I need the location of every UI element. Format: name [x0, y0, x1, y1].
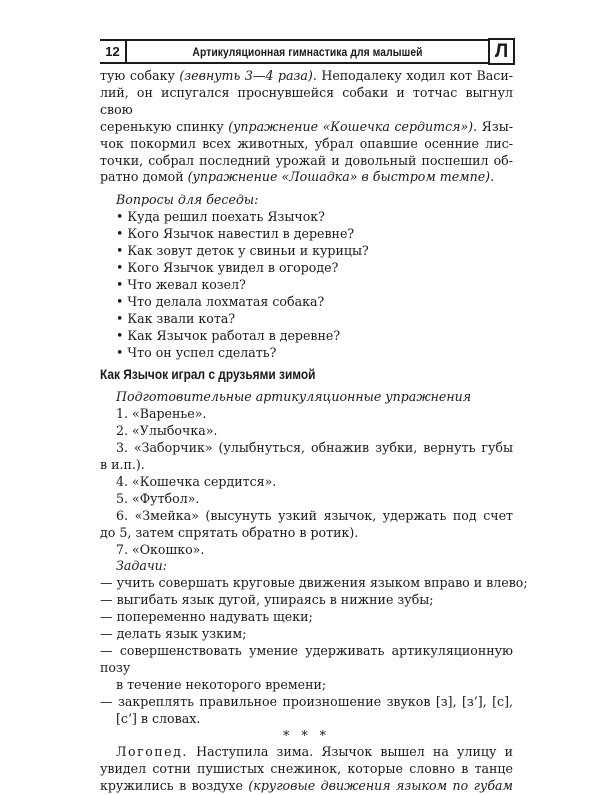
task-item: — делать язык узким; [100, 626, 247, 642]
speaker-label: Логопед. [116, 744, 188, 760]
question-item: • Куда решил поехать Язычок? [116, 209, 325, 225]
task-item: — выгибать язык дугой, упираясь в нижние зубы; [100, 592, 434, 608]
question-item: • Кого Язычок увидел в огороде? [116, 259, 339, 275]
exercise-item: 2. «Улыбочка». [116, 423, 218, 439]
story-line: Логопед. Наступила зима. Язычок вышел на улицу и [116, 744, 513, 760]
story-line: ратно домой (упражнение «Лошадка» в быстром темпе). [100, 169, 495, 185]
task-item: — учить совершать круговые движения языком вправо и влево; [100, 575, 528, 591]
exercise-item: 3. «Заборчик» (улыбнуться, обнажив зубки, вернуть губы [116, 440, 513, 456]
story-line: лий, он испугался проснувшейся собаки и тотчас выгнул свою [100, 84, 513, 117]
prep-exercises-title: Подготовительные артикуляционные упражнения [116, 389, 472, 405]
exercise-item: 7. «Окошко». [116, 541, 205, 557]
story-line: серенькую спинку (упражнение «Кошечка сердится»). Язы- [100, 118, 513, 134]
story-line: точки, собрал последний урожай и довольный поспешил об- [100, 152, 513, 168]
exercise-item: 6. «Змейка» (высунуть узкий язычок, удержать под счет [116, 507, 513, 523]
tasks-title: Задачи: [116, 558, 168, 574]
question-item: • Кого Язычок навестил в деревне? [116, 226, 355, 242]
exercise-item: 5. «Футбол». [116, 490, 200, 506]
questions-title: Вопросы для беседы: [116, 192, 259, 208]
task-item: — совершенствовать умение удерживать артикуляционную позу [100, 643, 513, 675]
page-body [100, 68, 528, 795]
question-item: • Как звали кота? [116, 310, 236, 326]
question-item: • Что делала лохматая собака? [116, 293, 325, 309]
page-number: 12 [100, 41, 127, 62]
task-item-cont: [с’] в словах. [116, 710, 201, 726]
section-heading: Как Язычок играл с друзьями зимой [100, 366, 316, 383]
story-line: тую собаку (зевнуть 3—4 раза). Неподалеку ходил кот Васи- [100, 68, 514, 83]
exercise-item-cont: до 5, затем спрятать обратно в ротик). [100, 524, 359, 540]
task-item: — попеременно надувать щеки; [100, 609, 313, 625]
story-line: кружились в воздухе (круговые движения языком по губам [100, 778, 513, 794]
question-item: • Как зовут деток у свиньи и курицы? [116, 243, 369, 259]
story-line: чок покормил всех животных, убрал опавшие осенние лис- [100, 135, 513, 151]
exercise-item: 4. «Кошечка сердится». [116, 473, 277, 489]
section-letter-badge: Л [488, 38, 515, 65]
task-item: — закреплять правильное произношение звуков [з], [з’], [с], [100, 693, 513, 709]
question-item: • Как Язычок работал в деревне? [116, 327, 341, 343]
page-header [100, 39, 513, 64]
story-line: увидел сотни пушистых снежинок, которые словно в танце [100, 761, 513, 777]
task-item-cont: в течение некоторого времени; [116, 676, 327, 692]
question-item: • Что жевал козел? [116, 276, 246, 292]
running-title: Артикуляционная гимнастика для малышей [192, 44, 423, 59]
question-item: • Что он успел сделать? [116, 344, 277, 360]
section-separator: * * * [283, 727, 330, 743]
exercise-item: 1. «Варенье». [116, 406, 207, 422]
exercise-item-cont: в и.п.). [100, 457, 145, 473]
